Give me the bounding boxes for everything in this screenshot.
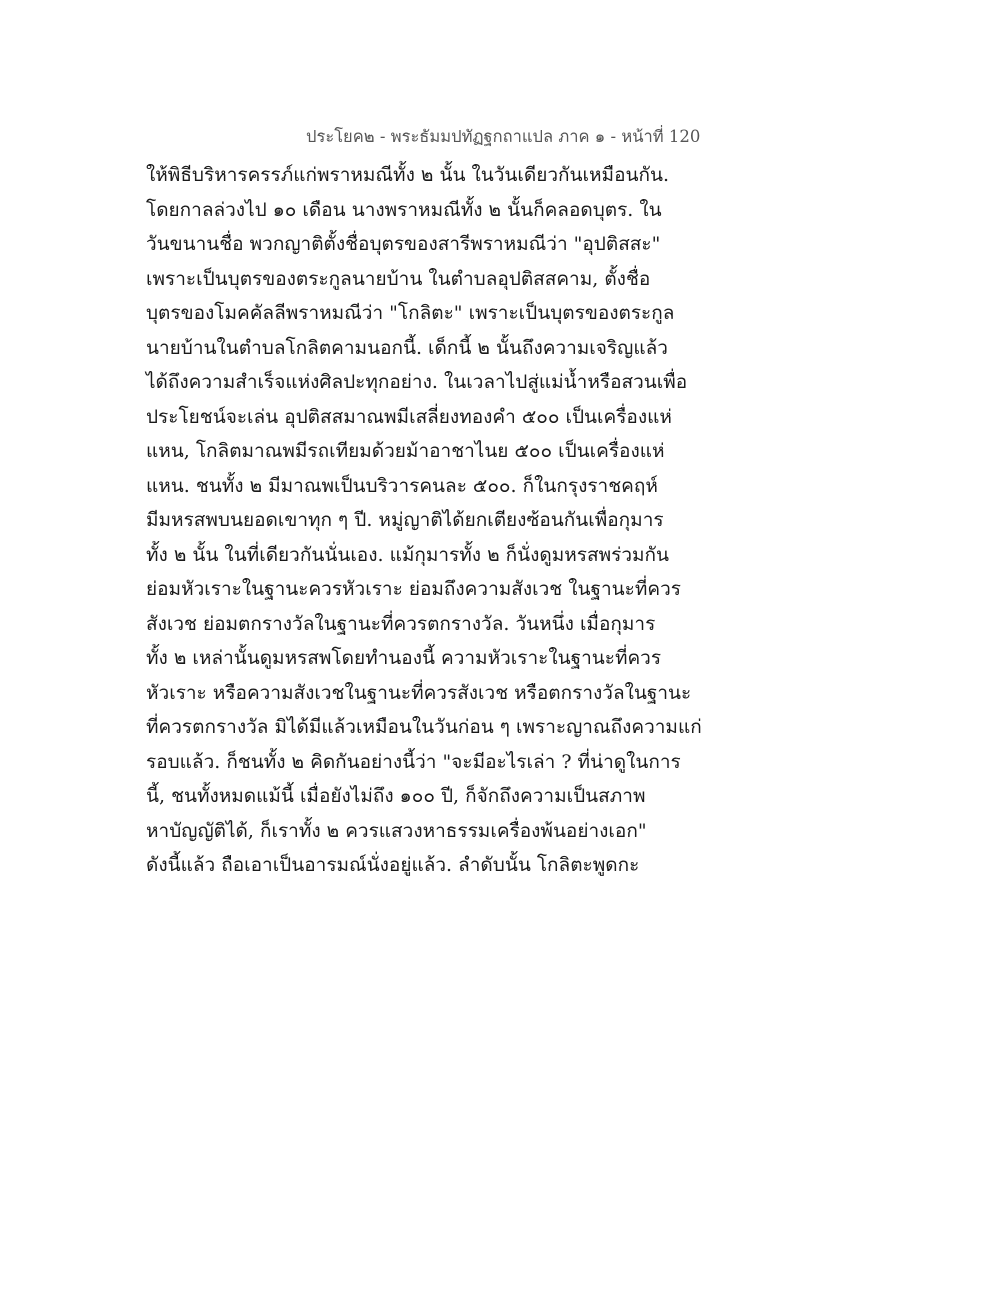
running-header: ประโยค๒ - พระธัมมปทัฏฐกถาแปล ภาค ๑ - หน้าที่ 120	[306, 127, 701, 146]
text-line: แหน, โกลิตมาณพมีรถเทียมด้วยม้าอาชาไนย ๕๐๐ เป็นเครื่องแห่	[146, 440, 665, 462]
text-line: รอบแล้ว. ก็ชนทั้ง ๒ คิดกันอย่างนี้ว่า "จะมีอะไรเล่า ? ที่น่าดูในการ	[146, 750, 681, 773]
text-line: สังเวช ย่อมตกรางวัลในฐานะที่ควรตกรางวัล. วันหนึ่ง เมื่อกุมาร	[146, 612, 656, 635]
text-line: เพราะเป็นบุตรของตระกูลนายบ้าน ในตำบลอุปติสสคาม, ตั้งชื่อ	[146, 267, 651, 290]
text-line: ทั้ง ๒ เหล่านั้นดูมหรสพโดยทำนองนี้ ความหัวเราะในฐานะที่ควร	[146, 647, 662, 669]
body-text	[146, 158, 706, 883]
text-line: ให้พิธีบริหารครรภ์แก่พราหมณีทั้ง ๒ นั้น ในวันเดียวกันเหมือนกัน.	[146, 164, 670, 186]
text-line: แหน. ชนทั้ง ๒ มีมาณพเป็นบริวารคนละ ๕๐๐. ก็ในกรุงราชคฤห์	[146, 474, 658, 497]
text-line: วันขนานชื่อ พวกญาติตั้งชื่อบุตรของสารีพราหมณีว่า "อุปติสสะ"	[146, 233, 661, 255]
text-line: ทั้ง ๒ นั้น ในที่เดียวกันนั่นเอง. แม้กุมารทั้ง ๒ ก็นั่งดูมหรสพร่วมกัน	[146, 543, 670, 566]
text-line: บุตรของโมคคัลลีพราหมณีว่า "โกลิตะ" เพราะเป็นบุตรของตระกูล	[146, 302, 675, 324]
text-line: ได้ถึงความสำเร็จแห่งศิลปะทุกอย่าง. ในเวลาไปสู่แม่น้ำหรือสวนเพื่อ	[146, 371, 688, 393]
text-line: โดยกาลล่วงไป ๑๐ เดือน นางพราหมณีทั้ง ๒ นั้นก็คลอดบุตร. ใน	[146, 198, 662, 221]
text-line: ดังนี้แล้ว ถือเอาเป็นอารมณ์นั่งอยู่แล้ว. ลำดับนั้น โกลิตะพูดกะ	[146, 854, 640, 876]
text-line: มีมหรสพบนยอดเขาทุก ๆ ปี. หมู่ญาติได้ยกเตียงซ้อนกันเพื่อกุมาร	[146, 509, 664, 531]
text-line: นี้, ชนทั้งหมดแม้นี้ เมื่อยังไม่ถึง ๑๐๐ ปี, ก็จักถึงความเป็นสภาพ	[146, 785, 646, 807]
text-line: หัวเราะ หรือความสังเวชในฐานะที่ควรสังเวช หรือตกรางวัลในฐานะ	[146, 681, 692, 704]
text-line: หาบัญญัติได้, ก็เราทั้ง ๒ ควรแสวงหาธรรมเครื่องพ้นอย่างเอก"	[146, 819, 647, 842]
text-line: นายบ้านในตำบลโกลิตคามนอกนี้. เด็กนี้ ๒ นั้นถึงความเจริญแล้ว	[146, 336, 668, 359]
text-line: ประโยชน์จะเล่น อุปติสสมาณพมีเสลี่ยงทองคำ ๕๐๐ เป็นเครื่องแห่	[146, 405, 672, 428]
text-line: ที่ควรตกรางวัล มิได้มีแล้วเหมือนในวันก่อน ๆ เพราะญาณถึงความแก่	[146, 716, 702, 738]
text-line: ย่อมหัวเราะในฐานะควรหัวเราะ ย่อมถึงความสังเวช ในฐานะที่ควร	[146, 578, 681, 600]
